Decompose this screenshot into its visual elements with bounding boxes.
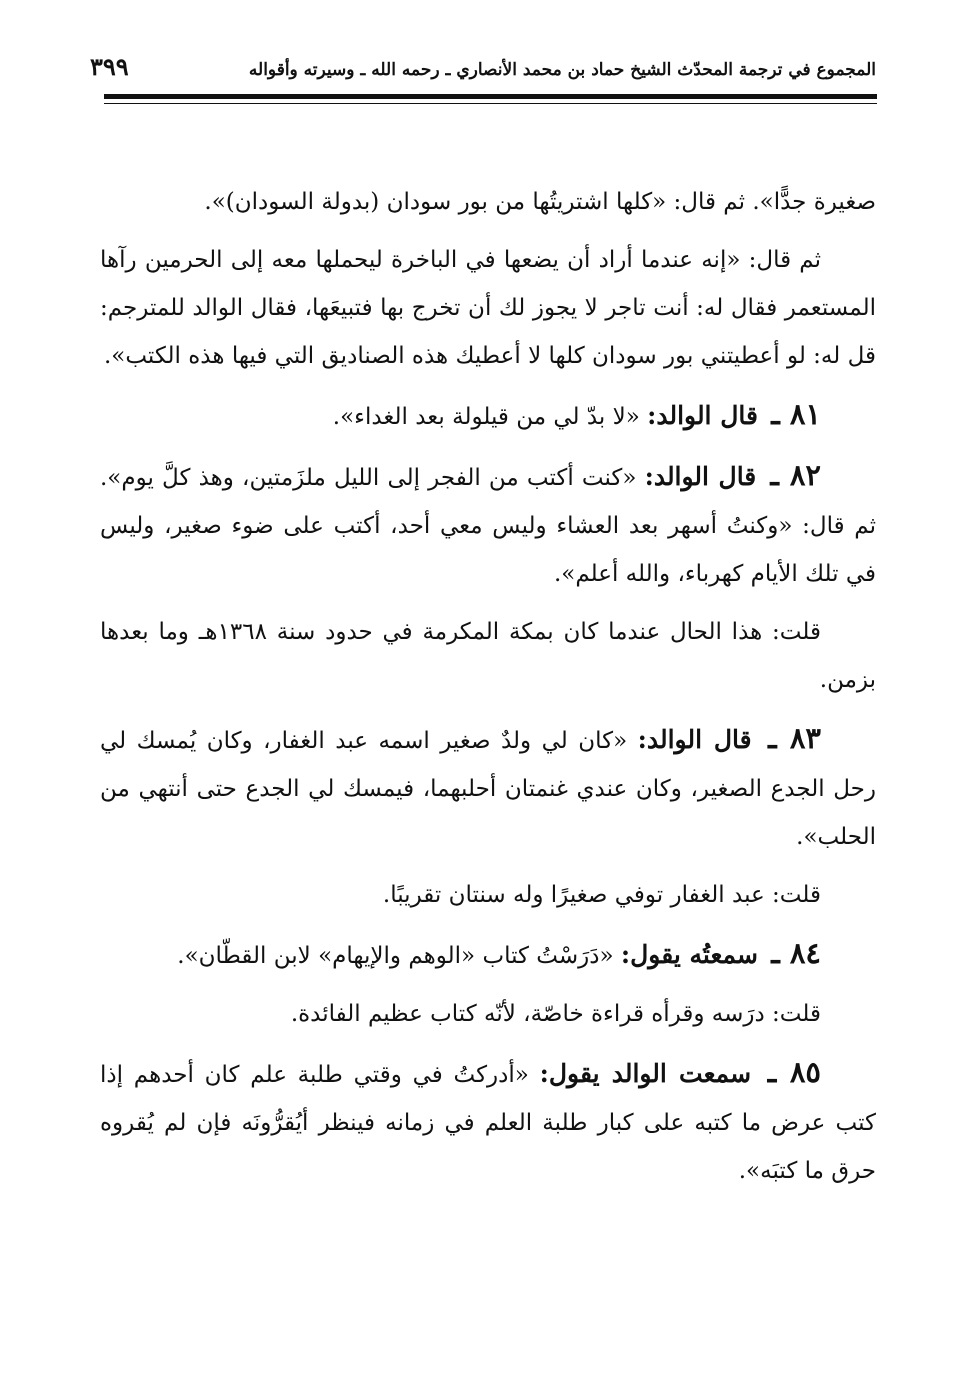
numbered-saying-85 xyxy=(100,1048,876,1195)
paragraph-text: قلت: هذا الحال عندما كان بمكة المكرمة في حدود سنة ١٣٦٨هـ وما بعدها بزمن. xyxy=(100,619,876,693)
saying-lead: قال الوالد: xyxy=(644,462,757,491)
paragraph-text: قلت: عبد الغفار توفي صغيرًا وله سنتان تقريبًا. xyxy=(382,882,821,908)
saying-lead: سمعتُه يقول: xyxy=(620,940,758,969)
header-rule-thick xyxy=(104,94,877,99)
paragraph xyxy=(100,178,876,226)
numbered-saying-81 xyxy=(100,390,876,441)
body-text xyxy=(100,178,876,1205)
numbered-saying-83 xyxy=(100,714,876,861)
saying-number: ٨١ ـ xyxy=(771,397,821,431)
saying-text: «كنت أكتب من الفجر إلى الليل ملزَمتين، وهذ كلَّ يوم». ثم قال: «وكنتُ أسهر بعد العشاء وليس معي أحد، أكتب على ضوء صغير، وليس في تلك الأيام كهرباء، والله أعلم». xyxy=(100,465,876,587)
numbered-saying-82 xyxy=(100,451,876,598)
page-number: ٣٩٩ xyxy=(90,52,129,81)
paragraph xyxy=(100,871,876,919)
paragraph-text: صغيرة جدًّا». ثم قال: «كلها اشتريتُها من بور سودان (بدولة السودان)». xyxy=(204,189,876,215)
saying-text: «لا بدّ لي من قيلولة بعد الغداء». xyxy=(332,404,648,430)
paragraph xyxy=(100,990,876,1038)
header-rule-thin xyxy=(104,103,877,104)
running-header xyxy=(90,44,876,84)
numbered-saying-84 xyxy=(100,929,876,980)
saying-number: ٨٥ ـ xyxy=(767,1055,821,1089)
saying-lead: قال الوالد: xyxy=(647,401,758,430)
saying-text: «دَرَسْتُ كتاب «الوهم والإيهام» لابن القطّان». xyxy=(177,943,621,969)
paragraph xyxy=(100,608,876,704)
book-title: المجموع في ترجمة المحدّث الشيخ حماد بن محمد الأنصاري ـ رحمه الله ـ وسيرته وأقواله xyxy=(248,60,876,80)
saying-text: «كان لي ولدٌ صغير اسمه عبد الغفار، وكان يُمسك لي رحل الجدع الصغير، وكان عندي غنمتان أحلبهما، فيمسك لي الجدع حتى أنتهي من الحلب». xyxy=(100,728,876,850)
saying-text: «أدركتُ في وقتي طلبة علم كان أحدهم إذا كتب عرض ما كتبه على كبار طلبة العلم في زمانه فينظر أيُقرُّونَه فإن لم يُقروه حرق ما كتبَه». xyxy=(100,1062,876,1184)
paragraph-text: ثم قال: «إنه عندما أراد أن يضعها في الباخرة ليحملها معه إلى الحرمين رآها المستعمر فقال له: أنت تاجر لا يجوز لك أن تخرج بها فتبيعَها، فقال الوالد للمترجم: قل له: لو أعطيتني بور سودان كلها لا أعطيك هذه الصناديق التي فيها هذه الكتب». xyxy=(100,247,876,369)
paragraph-text: قلت: درَسه وقرأه قراءة خاصّة، لأنّه كتاب عظيم الفائدة. xyxy=(290,1001,821,1027)
paragraph xyxy=(100,236,876,380)
saying-lead: سمعت الوالد يقول: xyxy=(539,1059,752,1088)
saying-number: ٨٣ ـ xyxy=(768,721,821,755)
saying-number: ٨٤ ـ xyxy=(771,936,821,970)
saying-lead: قال الوالد: xyxy=(637,725,752,754)
saying-number: ٨٢ ـ xyxy=(770,458,822,492)
